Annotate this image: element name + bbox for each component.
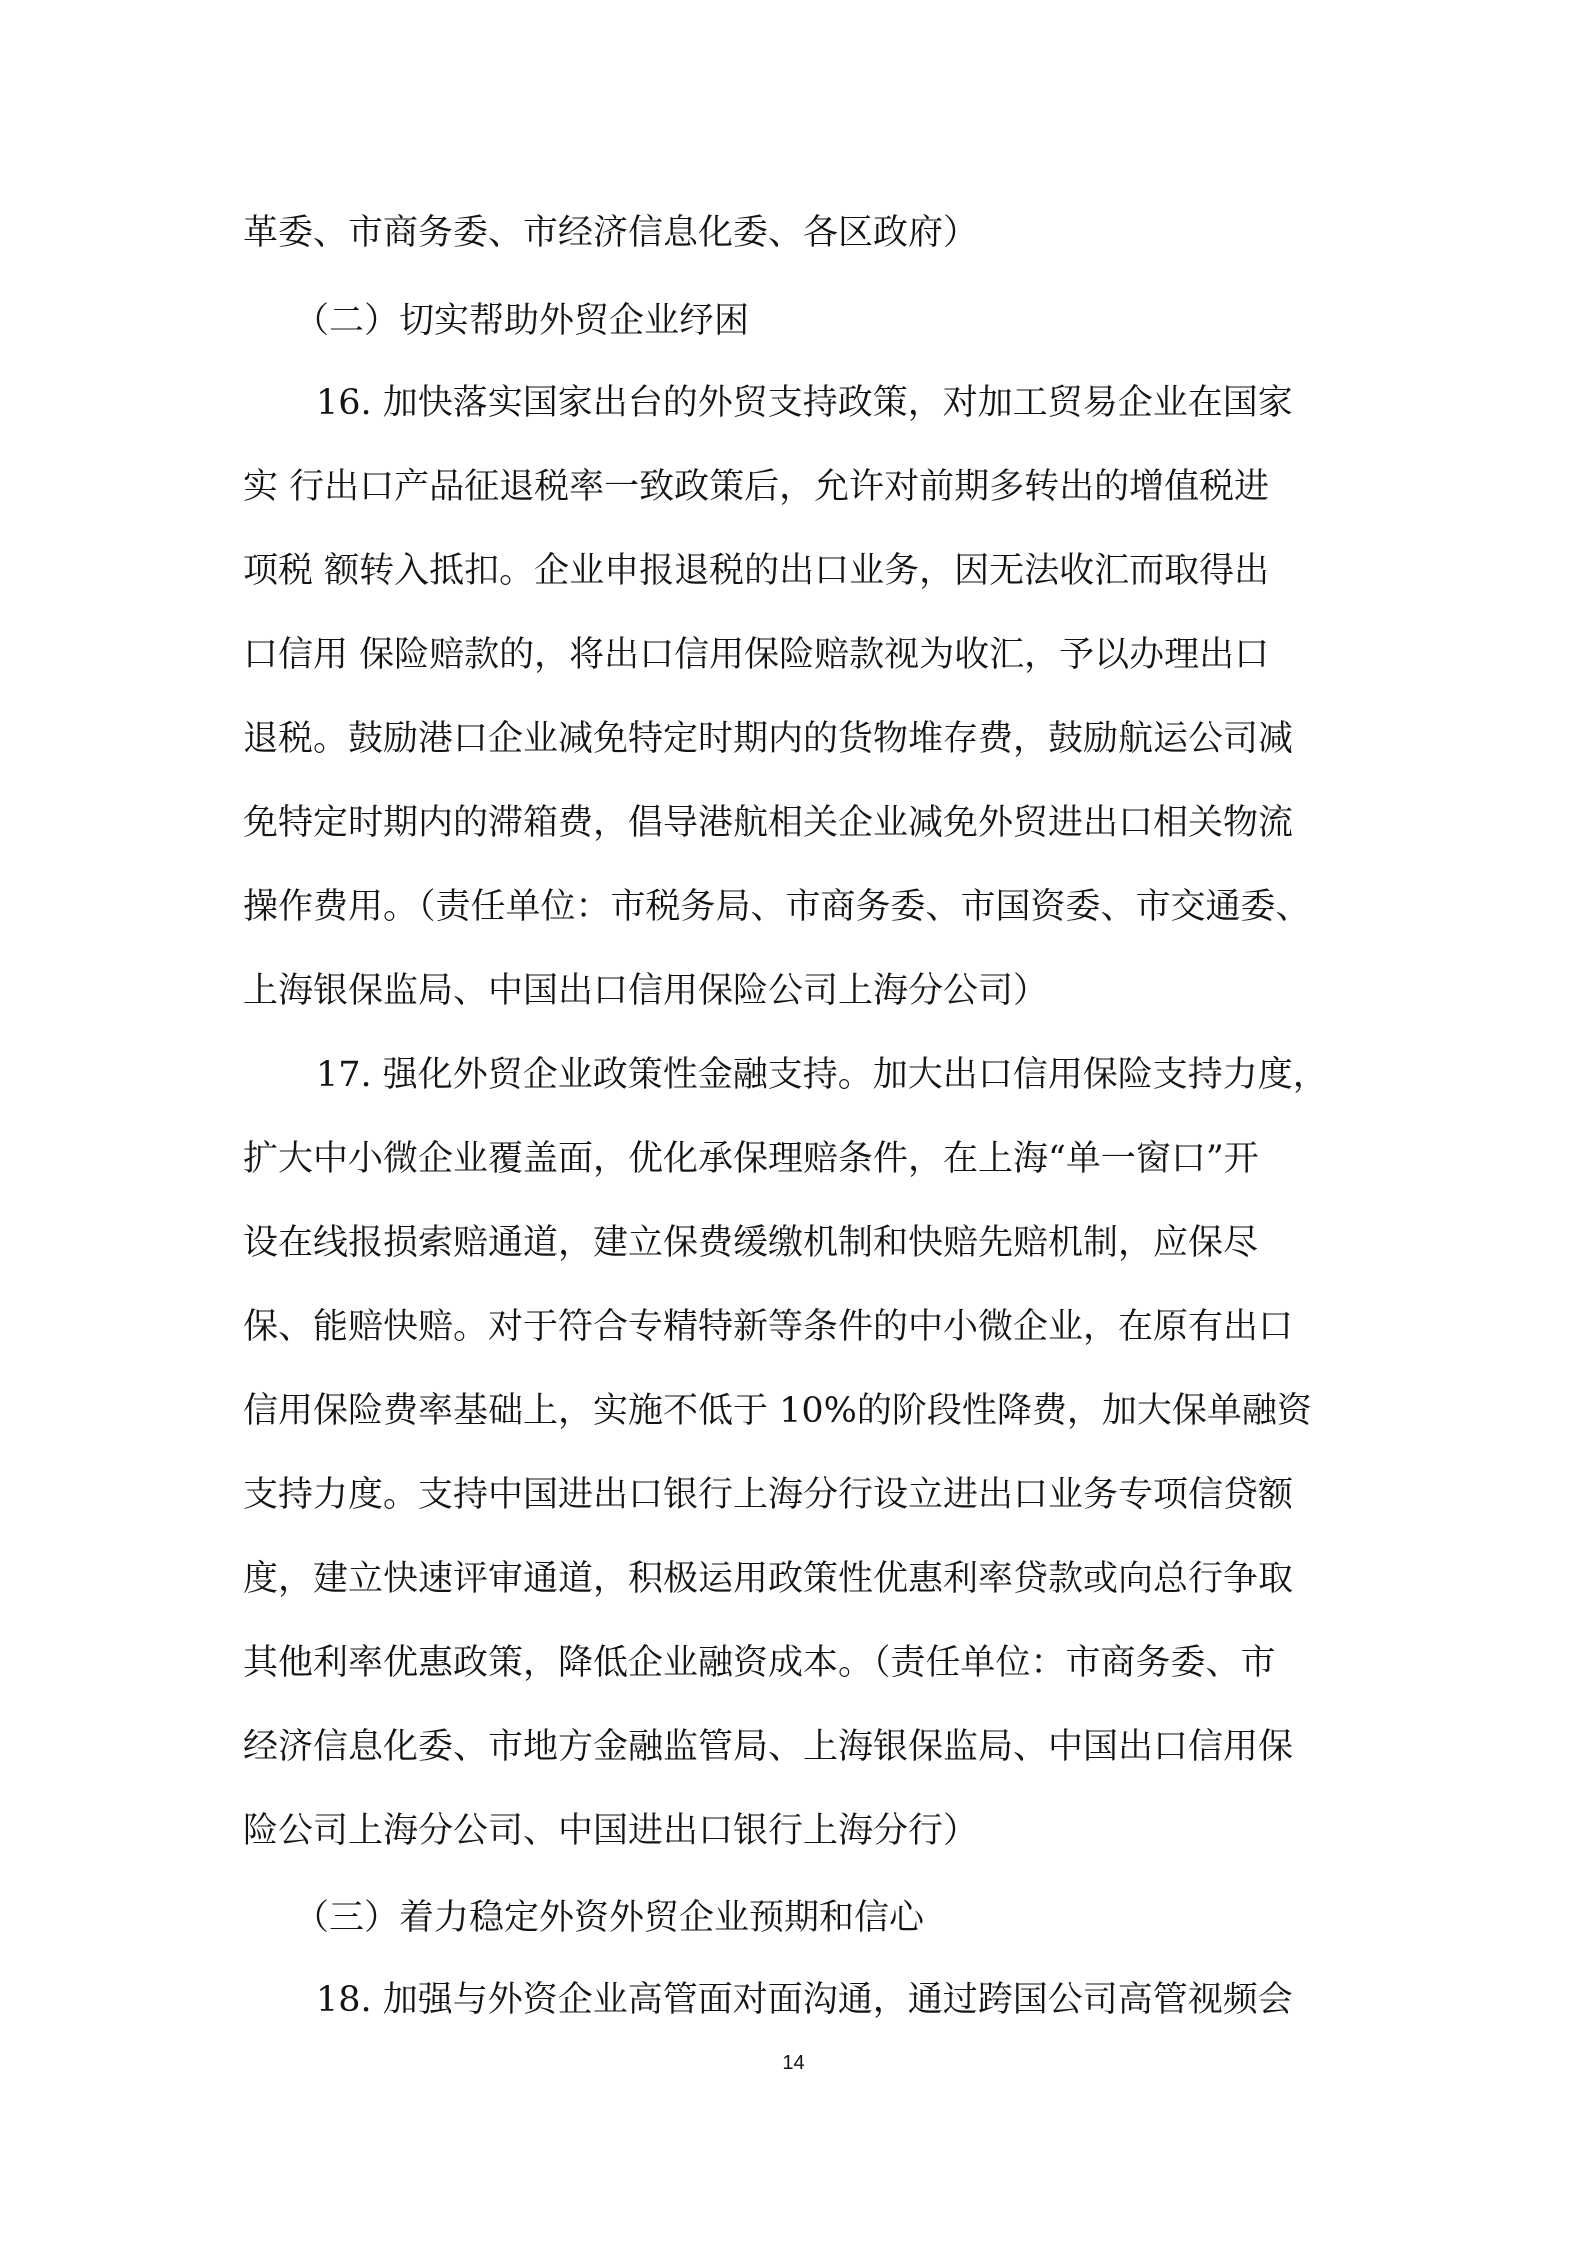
text-line: 其他利率优惠政策，降低企业融资成本。（责任单位：市商务委、市: [243, 1643, 1276, 1683]
text-line: 项税 额转入抵扣。企业申报退税的出口业务，因无法收汇而取得出: [243, 551, 1270, 591]
text-line: 上海银保监局、中国出口信用保险公司上海分公司）: [243, 971, 1049, 1011]
text-line: 度，建立快速评审通道，积极运用政策性优惠利率贷款或向总行争取: [243, 1559, 1294, 1599]
text-line: 革委、市商务委、市经济信息化委、各区政府）: [243, 213, 979, 253]
page-number: 14: [782, 2052, 805, 2074]
text-line: 设在线报损索赔通道，建立保费缓缴机制和快赔先赔机制，应保尽: [243, 1223, 1259, 1263]
text-line: 口信用 保险赔款的，将出口信用保险赔款视为收汇，予以办理出口: [243, 635, 1270, 675]
text-line: 信用保险费率基础上，实施不低于 10%的阶段性降费，加大保单融资: [243, 1391, 1312, 1431]
text-line: 扩大中小微企业覆盖面，优化承保理赔条件，在上海“单一窗口”开: [243, 1139, 1259, 1179]
text-line: 支持力度。支持中国进出口银行上海分行设立进出口业务专项信贷额: [243, 1475, 1294, 1515]
text-line: 经济信息化委、市地方金融监管局、上海银保监局、中国出口信用保: [243, 1727, 1294, 1767]
section-heading: （三）着力稳定外资外贸企业预期和信心: [294, 1898, 925, 1938]
text-line: 操作费用。（责任单位：市税务局、市商务委、市国资委、市交通委、: [243, 887, 1311, 927]
text-line: 17. 强化外贸企业政策性金融支持。加大出口信用保险支持力度，: [316, 1055, 1328, 1095]
text-line: 保、能赔快赔。对于符合专精特新等条件的中小微企业，在原有出口: [243, 1307, 1294, 1347]
text-line: 免特定时期内的滞箱费，倡导港航相关企业减免外贸进出口相关物流: [243, 803, 1294, 843]
text-line: 险公司上海分公司、中国进出口银行上海分行）: [243, 1811, 979, 1851]
section-heading: （二）切实帮助外贸企业纾困: [294, 301, 750, 341]
text-line: 16. 加快落实国家出台的外贸支持政策，对加工贸易企业在国家: [316, 383, 1293, 423]
text-line: 18. 加强与外资企业高管面对面沟通，通过跨国公司高管视频会: [316, 1980, 1293, 2020]
text-line: 实 行出口产品征退税率一致政策后，允许对前期多转出的增值税进: [243, 467, 1270, 507]
text-line: 退税。鼓励港口企业减免特定时期内的货物堆存费，鼓励航运公司减: [243, 719, 1294, 759]
